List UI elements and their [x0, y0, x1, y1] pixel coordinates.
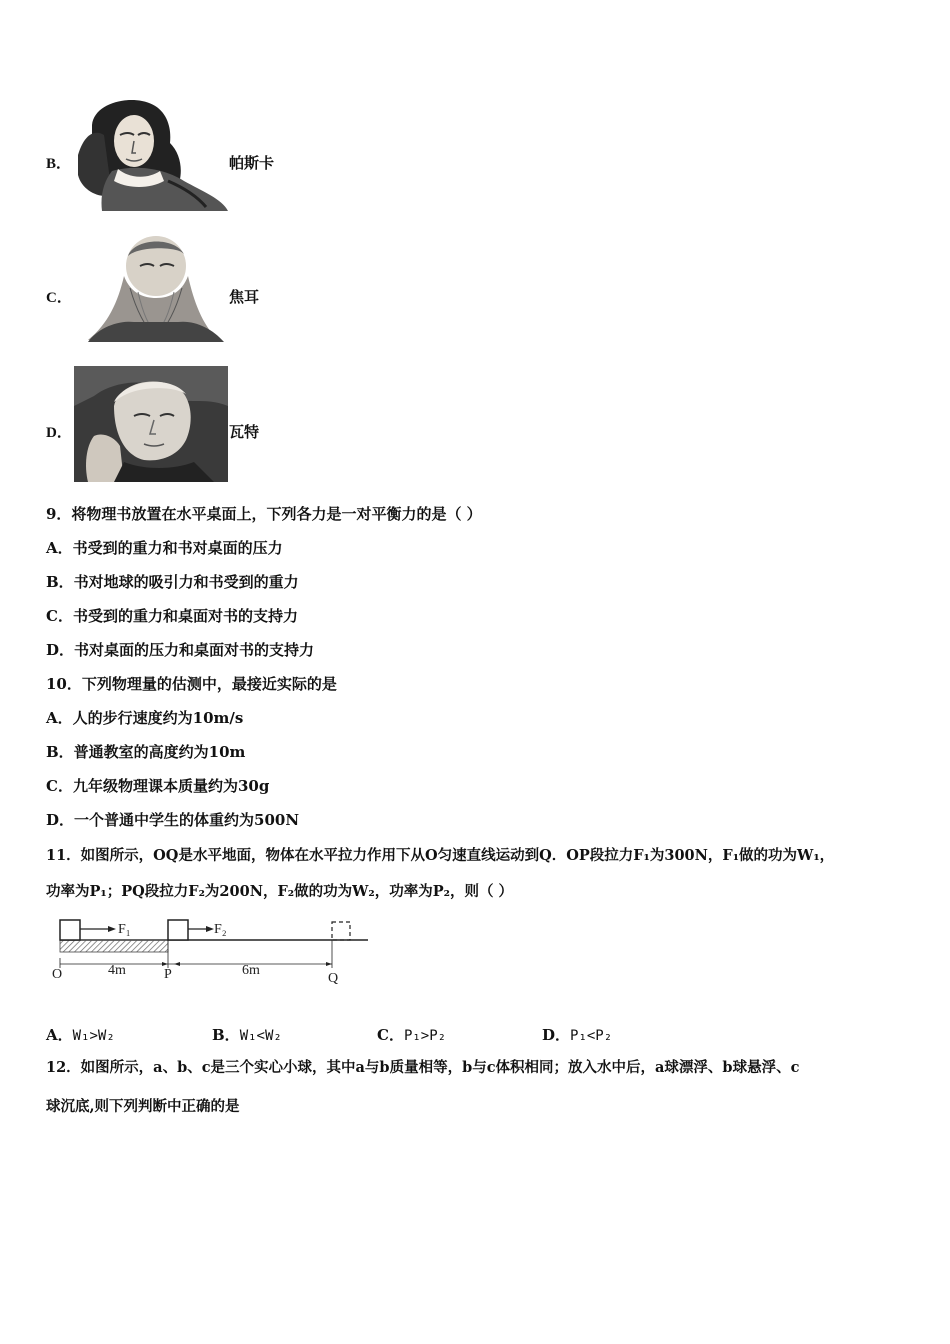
q10-option-d: D．一个普通中学生的体重约为500N: [46, 811, 300, 829]
point-q-label: Q: [328, 971, 339, 984]
point-o-label: O: [52, 967, 63, 982]
f2-label: F₂: [214, 922, 227, 937]
q11-option-c: [377, 1024, 446, 1045]
q11-option-b-text: W₁<W₂: [239, 1028, 282, 1044]
joule-portrait: [78, 232, 228, 344]
q10-option-a: A．人的步行速度约为10m/s: [46, 709, 244, 727]
q9-stem: 9．将物理书放置在水平桌面上，下列各力是一对平衡力的是（ ）: [46, 505, 482, 523]
arrow-f1-icon: [108, 926, 116, 932]
q12-stem-line2: 球沉底,则下列判断中正确的是: [46, 1098, 240, 1115]
q11-option-c-letter: C．: [377, 1026, 404, 1044]
q11-stem-line2: 功率为P₁；PQ段拉力F₂为200N，F₂做的功为W₂，功率为P₂，则（ ）: [46, 883, 514, 900]
q9-option-d: D．书对桌面的压力和桌面对书的支持力: [46, 641, 315, 659]
q11-option-a-letter: A．: [46, 1026, 73, 1044]
q8-option-c-letter: C．: [46, 290, 72, 306]
q9-option-b: B．书对地球的吸引力和书受到的重力: [46, 573, 299, 591]
watt-portrait: [74, 366, 228, 482]
q9-option-a: A．书受到的重力和书对桌面的压力: [46, 539, 283, 557]
rough-surface: [60, 940, 168, 952]
q8-option-d-name: 瓦特: [229, 423, 260, 441]
distance-op-label: 4m: [108, 963, 126, 978]
q11-option-a-text: W₁>W₂: [72, 1028, 115, 1044]
q10-option-c: C．九年级物理课本质量约为30g: [46, 777, 270, 795]
pascal-portrait: [72, 95, 228, 211]
block-1: [60, 920, 80, 940]
distance-pq-label: 6m: [242, 963, 260, 978]
q11-option-b-letter: B．: [212, 1026, 240, 1044]
q11-option-d-text: P₁<P₂: [570, 1028, 613, 1044]
q11-figure: [46, 912, 376, 984]
q9-option-c: C．书受到的重力和桌面对书的支持力: [46, 607, 298, 625]
point-p-label: P: [164, 967, 172, 982]
q8-option-b-name: 帕斯卡: [229, 154, 275, 172]
q11-option-d: [542, 1024, 612, 1045]
q10-option-b: B．普通教室的高度约为10m: [46, 743, 246, 761]
q10-stem: 10．下列物理量的估测中，最接近实际的是: [46, 675, 337, 693]
q8-option-b-letter: B．: [46, 156, 72, 172]
q8-option-c-name: 焦耳: [229, 288, 260, 306]
q11-option-d-letter: D．: [542, 1026, 571, 1044]
q12-stem-line1: 12．如图所示，a、b、c是三个实心小球，其中a与b质量相等，b与c体积相同；放入水中后，a球漂浮、b球悬浮、c: [46, 1059, 800, 1076]
q11-option-b: [212, 1024, 282, 1045]
block-2: [168, 920, 188, 940]
f1-label: F₁: [118, 922, 131, 937]
block-final-position: [332, 922, 350, 940]
arrow-f2-icon: [206, 926, 214, 932]
q11-stem-line1: 11．如图所示，OQ是水平地面，物体在水平拉力作用下从O匀速直线运动到Q．OP段拉力F₁为300N，F₁做的功为W₁，: [46, 847, 835, 864]
q11-option-c-text: P₁>P₂: [403, 1028, 447, 1044]
q8-option-d-letter: D．: [46, 425, 72, 441]
q11-option-a: [46, 1024, 115, 1045]
